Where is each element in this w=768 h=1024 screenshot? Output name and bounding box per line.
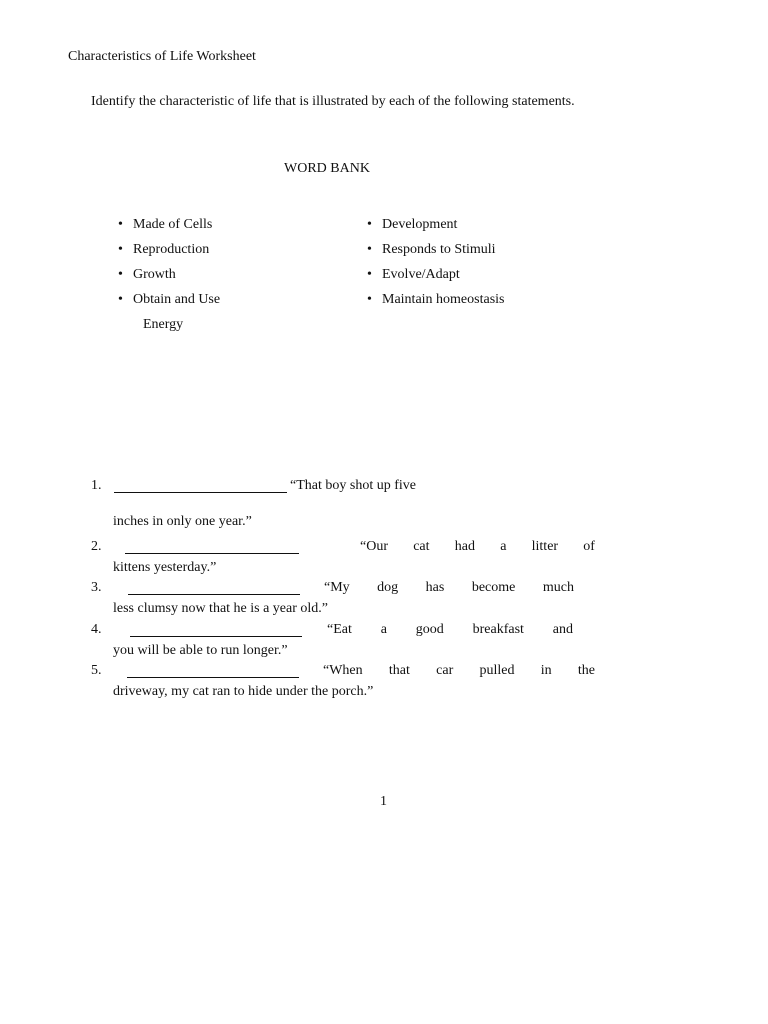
- statement-word: car: [436, 663, 454, 678]
- question-statement: [324, 580, 574, 596]
- word-bank-item-label: Evolve/Adapt: [382, 267, 460, 282]
- question-statement: “That boy shot up five: [290, 478, 416, 493]
- word-bank-item: [367, 237, 567, 262]
- question-number: 5.: [91, 663, 102, 678]
- word-bank-item-label: Growth: [133, 267, 176, 282]
- word-bank-item: [367, 287, 567, 312]
- question-statement-continued: kittens yesterday.”: [113, 560, 217, 575]
- statement-word: a: [500, 539, 507, 554]
- statement-word: of: [583, 539, 595, 554]
- question-statement-continued: less clumsy now that he is a year old.”: [113, 601, 329, 616]
- bullet-icon: •: [118, 292, 123, 307]
- word-bank-item-label: Development: [382, 217, 458, 232]
- question-row: [91, 622, 595, 643]
- question-number: 1.: [91, 478, 102, 493]
- bullet-icon: •: [118, 217, 123, 232]
- word-bank-item-label-continued: Energy: [143, 317, 184, 332]
- answer-blank[interactable]: [130, 636, 302, 637]
- question-statement-continued: driveway, my cat ran to hide under the porch.”: [113, 684, 374, 699]
- answer-blank[interactable]: [127, 677, 299, 678]
- word-bank-item: [118, 287, 248, 337]
- question-statement: [360, 539, 595, 555]
- statement-word: “Our: [360, 539, 388, 554]
- word-bank-item: [367, 212, 567, 237]
- statement-word: the: [577, 663, 595, 678]
- statement-word: “Eat: [327, 622, 352, 637]
- word-bank-item-label: Made of Cells: [133, 217, 213, 232]
- bullet-icon: •: [367, 242, 372, 257]
- question-statement-continued: inches in only one year.”: [113, 514, 252, 529]
- word-bank-item-label: Responds to Stimuli: [382, 242, 496, 257]
- word-bank-item-label: Obtain and Use: [133, 292, 221, 307]
- bullet-icon: •: [118, 242, 123, 257]
- question-row: [91, 663, 595, 684]
- page-number: 1: [380, 794, 387, 809]
- word-bank-item: [118, 212, 248, 237]
- answer-blank[interactable]: [114, 492, 287, 493]
- word-bank-item-label: Reproduction: [133, 242, 210, 257]
- question-number: 4.: [91, 622, 102, 637]
- statement-word: “My: [324, 580, 350, 595]
- page-title: Characteristics of Life Worksheet: [68, 49, 256, 64]
- answer-blank[interactable]: [128, 594, 300, 595]
- statement-word: pulled: [479, 663, 515, 678]
- word-bank-item: [118, 262, 248, 287]
- word-bank-item: [118, 237, 248, 262]
- statement-word: litter: [531, 539, 559, 554]
- bullet-icon: •: [367, 292, 372, 307]
- word-bank-right-column: [367, 212, 567, 312]
- question-row: [91, 539, 595, 560]
- statement-word: had: [454, 539, 475, 554]
- answer-blank[interactable]: [125, 553, 299, 554]
- bullet-icon: •: [118, 267, 123, 282]
- statement-word: in: [540, 663, 552, 678]
- statement-word: breakfast: [472, 622, 524, 637]
- statement-word: much: [542, 580, 574, 595]
- question-statement: [323, 663, 595, 679]
- word-bank-item-label: Maintain homeostasis: [382, 292, 505, 307]
- statement-word: become: [471, 580, 516, 595]
- word-bank-left-column: [118, 212, 248, 337]
- statement-word: dog: [377, 580, 399, 595]
- instructions-paragraph: Identify the characteristic of life that is illustrated by each of the following statements.: [91, 94, 575, 109]
- statement-word: and: [552, 622, 573, 637]
- question-number: 2.: [91, 539, 102, 554]
- statement-word: a: [380, 622, 387, 637]
- bullet-icon: •: [367, 217, 372, 232]
- question-number: 3.: [91, 580, 102, 595]
- statement-word: good: [415, 622, 444, 637]
- statement-word: that: [388, 663, 410, 678]
- statement-word: has: [425, 580, 445, 595]
- question-statement-continued: you will be able to run longer.”: [113, 643, 288, 658]
- statement-word: “When: [323, 663, 363, 678]
- bullet-icon: •: [367, 267, 372, 282]
- question-statement: [327, 622, 573, 638]
- question-row: [91, 580, 595, 601]
- word-bank-item: [367, 262, 567, 287]
- statement-word: cat: [413, 539, 430, 554]
- word-bank-heading: WORD BANK: [284, 161, 370, 176]
